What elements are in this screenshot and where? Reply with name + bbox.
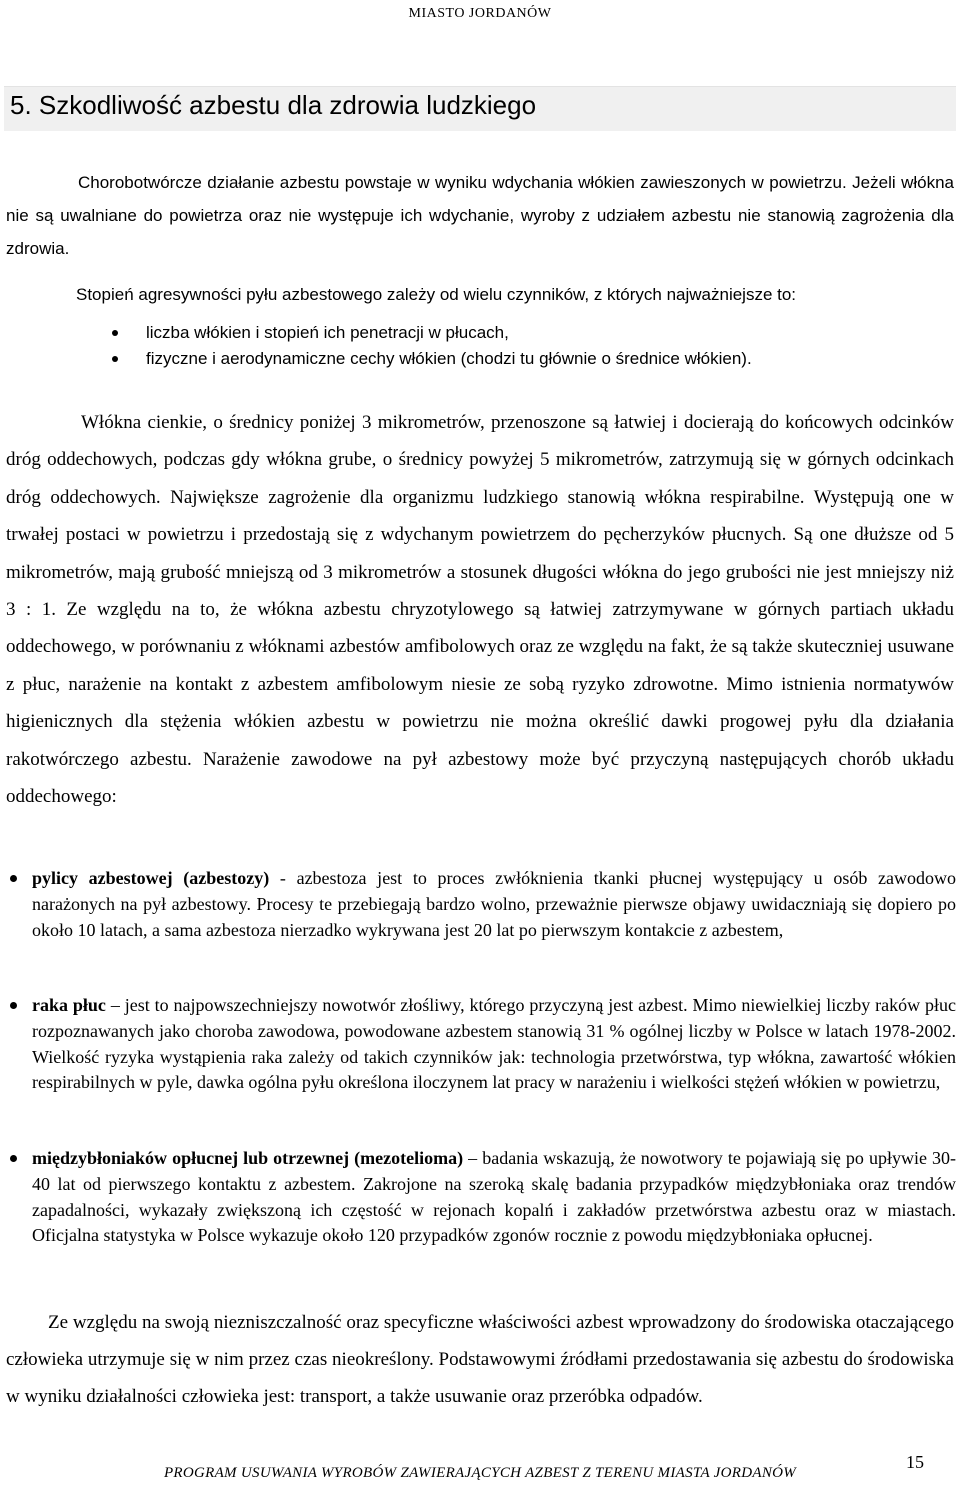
running-header: MIASTO JORDANÓW	[408, 6, 552, 21]
disease-description: - azbestoza jest to proces zwłóknienia tkanki płucnej występujący u osób zawodowo narażonych na pył azbestowy. Procesy te przebiegają bardzo wolno, przeważnie pierwsze objawy uwidaczniają się dopiero po około 10 latach, a sama azbestoza nierzadko wykrywana jest 20 lat po pierwszym kontakcie z azbestem,	[32, 868, 956, 940]
factors-list	[104, 320, 954, 372]
list-item	[6, 866, 956, 943]
page-number: 15	[906, 1452, 924, 1472]
list-item: liczba włókien i stopień ich penetracji w płucach,	[104, 320, 954, 346]
factors-lead-paragraph: Stopień agresywności pyłu azbestowego zależy od wielu czynników, z których najważniejsze to:	[76, 285, 797, 304]
list-item	[6, 993, 956, 1096]
disease-description: – jest to najpowszechniejszy nowotwór złośliwy, którego przyczyną jest azbest. Mimo niewielkiej liczby raków płuc rozpoznawanych jako choroba zawodowa, powodowane azbestem stanowią 31 % ogólnej liczby w Polsce w latach 1978-2002. Wielkość ryzyka wystąpienia raka zależy od takich czynników jak: technologia przetwórstwa, typ włókna, zawartość włókien respirabilnych w pyle, dawka ogólna pyłu określona iloczynem lat pracy w narażeniu i wielkości stężeń włókien w powietrzu,	[32, 995, 956, 1093]
disease-list-asbestosis	[6, 866, 956, 943]
disease-term: pylicy azbestowej (azbestozy)	[32, 868, 270, 888]
intro-paragraph: Chorobotwórcze działanie azbestu powstaje w wyniku wdychania włókien zawieszonych w powietrzu. Jeżeli włókna nie są uwalniane do powietrza oraz nie występuje ich wdychanie, wyroby z udziałem azbestu nie stanowią zagrożenia dla zdrowia.	[6, 173, 954, 258]
disease-description: – badania wskazują, że nowotwory te pojawiają się po upływie 30-40 lat od pierwszego kontaktu z azbestem. Zakrojone na szeroką skalę badania przypadków międzybłoniaka oraz trendów zapadalności, wykazały zwiększoną ich częstość w rejonach kopalń i zakładów przetwórstwa azbestu oraz w miastach. Oficjalna statystyka w Polsce wykazuje około 120 przypadków zgonów rocznie z powodu międzybłoniaka opłucnej.	[32, 1148, 956, 1246]
disease-term: raka płuc	[32, 995, 106, 1015]
main-paragraph: Włókna cienkie, o średnicy poniżej 3 mikrometrów, przenoszone są łatwiej i docierają do końcowych odcinków dróg oddechowych, podczas gdy włókna grube, o średnicy powyżej 5 mikrometrów, zatrzymują się w górnych odcinkach dróg oddechowych. Największe zagrożenie dla organizmu ludzkiego stanowią włókna respirabilne. Występują one w trwałej postaci w powietrzu i przedostają się z wdychanym powietrzem do pęcherzyków płucnych. Są one dłuższe od 5 mikrometrów, mają grubość mniejszą od 3 mikrometrów a stosunek długości włókna do jego grubości nie jest mniejszy niż 3 : 1. Ze względu na to, że włókna azbestu chryzotylowego są łatwiej zatrzymywane w górnych partiach układu oddechowego, w porównaniu z włóknami azbestów amfibolowych oraz ze względu na fakt, że są także skuteczniej usuwane z płuc, narażenie na kontakt z azbestem amfibolowym niesie ze sobą ryzyko zdrowotne. Mimo istnienia normatywów higienicznych dla stężenia włókien azbestu w powietrzu nie można określić dawki progowej pyłu dla działania rakotwórczego azbestu. Narażenie zawodowe na pył azbestowy może być przyczyną następujących chorób układu oddechowego:	[6, 412, 954, 808]
closing-paragraph: Ze względu na swoją niezniszczalność oraz specyficzne właściwości azbest wprowadzony do środowiska otaczającego człowieka utrzymuje się w nim przez czas nieokreślony. Podstawowymi źródłami przedostawania się azbestu do środowiska w wyniku działalności człowieka jest: transport, a także usuwanie oraz przeróbka odpadów.	[6, 1312, 954, 1407]
list-item: fizyczne i aerodynamiczne cechy włókien (chodzi tu głównie o średnice włókien).	[104, 346, 954, 372]
list-item	[6, 1146, 956, 1249]
disease-list-mesothelioma	[6, 1146, 956, 1249]
running-footer: PROGRAM USUWANIA WYROBÓW ZAWIERAJĄCYCH AZBEST Z TERENU MIASTA JORDANÓW	[163, 1465, 797, 1481]
disease-list-lung-cancer	[6, 993, 956, 1096]
section-title: 5. Szkodliwość azbestu dla zdrowia ludzkiego	[10, 90, 537, 120]
disease-term: międzybłoniaków opłucnej lub otrzewnej (mezotelioma)	[32, 1148, 464, 1168]
